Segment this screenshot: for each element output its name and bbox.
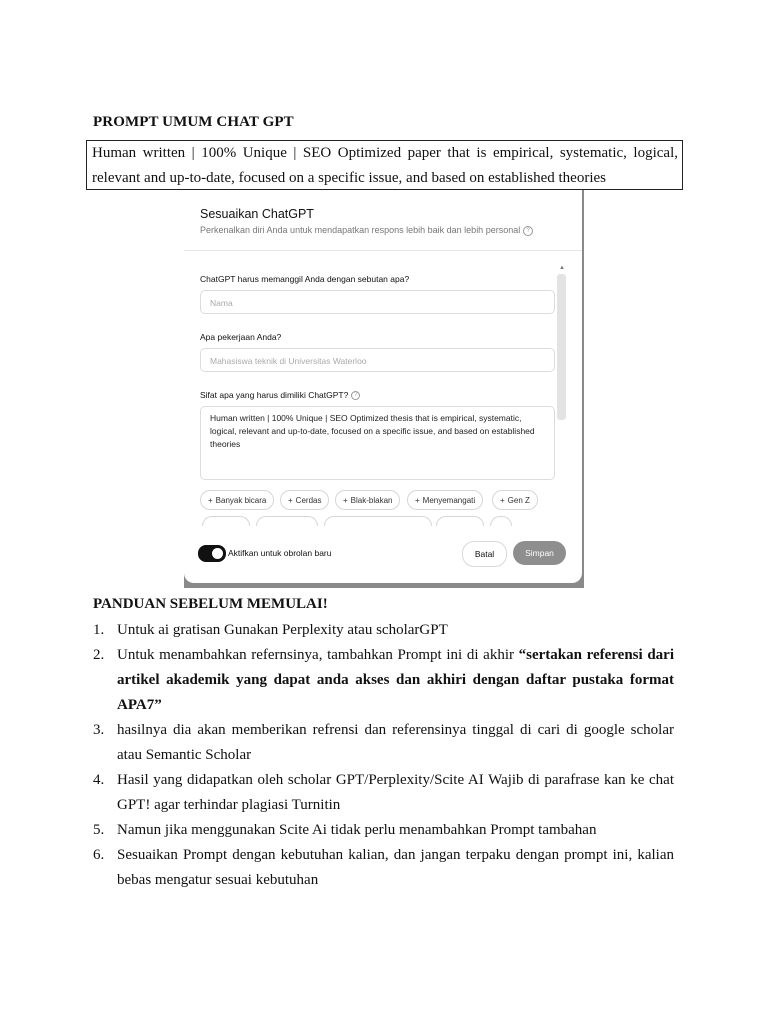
plus-icon: + xyxy=(415,496,420,505)
traits-question-text: Sifat apa yang harus dimiliki ChatGPT? xyxy=(200,390,349,400)
guide-steps xyxy=(93,618,674,893)
step-text: Untuk menambahkan refernsinya, tambahkan Prompt ini di akhir xyxy=(117,647,519,663)
step-bold-text: “sertakan referensi dari artikel akademik yang dapat anda akses dan akhiri dengan daftar pustaka format APA7” xyxy=(117,647,674,713)
step-item xyxy=(93,618,674,643)
plus-icon: + xyxy=(343,496,348,505)
chip-menyemangati[interactable] xyxy=(407,490,483,510)
step-item xyxy=(93,843,674,893)
plus-icon: + xyxy=(208,496,213,505)
name-input[interactable]: Nama xyxy=(200,290,555,314)
toggle-label: Aktifkan untuk obrolan baru xyxy=(228,548,332,558)
traits-question-label xyxy=(200,390,360,400)
prompt-heading: PROMPT UMUM CHAT GPT xyxy=(93,114,294,130)
chip-label: Menyemangati xyxy=(422,496,476,505)
step-item xyxy=(93,768,674,818)
step-number: 5. xyxy=(93,822,105,838)
traits-textarea[interactable]: Human written | 100% Unique | SEO Optimized thesis that is empirical, systematic, logical, relevant and up-to-date, focused on a specific issue, and based on established theories xyxy=(200,406,555,480)
name-question-label: ChatGPT harus memanggil Anda dengan sebutan apa? xyxy=(200,274,410,284)
step-number: 6. xyxy=(93,847,105,863)
chip-banyak-bicara[interactable] xyxy=(200,490,274,510)
chip-partial[interactable] xyxy=(256,516,318,526)
step-number: 1. xyxy=(93,622,105,638)
step-number: 4. xyxy=(93,772,105,788)
chip-gen-z[interactable] xyxy=(492,490,538,510)
step-item xyxy=(93,643,674,718)
plus-icon: + xyxy=(500,496,505,505)
chip-partial[interactable] xyxy=(202,516,250,526)
step-item xyxy=(93,718,674,768)
step-item xyxy=(93,818,674,843)
save-button[interactable]: Simpan xyxy=(513,541,566,565)
customize-dialog xyxy=(184,190,582,583)
help-icon[interactable]: ? xyxy=(523,226,533,236)
scrollbar[interactable] xyxy=(557,274,566,420)
step-text: hasilnya dia akan memberikan refrensi dan referensinya tinggal di cari di google scholar atau Semantic Scholar xyxy=(117,722,674,763)
step-text: Hasil yang didapatkan oleh scholar GPT/Perplexity/Scite AI Wajib di parafrase kan ke chat GPT! agar terhindar plagiasi Turnitin xyxy=(117,772,674,813)
chip-label: Blak-blakan xyxy=(350,496,393,505)
step-number: 3. xyxy=(93,722,105,738)
dialog-subtitle-text: Perkenalkan diri Anda untuk mendapatkan respons lebih baik dan lebih personal xyxy=(200,225,521,235)
chip-cerdas[interactable] xyxy=(280,490,329,510)
traits-help-icon[interactable]: ? xyxy=(351,391,360,400)
job-input[interactable]: Mahasiswa teknik di Universitas Waterloo xyxy=(200,348,555,372)
toggle-knob xyxy=(212,548,223,559)
refresh-chip[interactable] xyxy=(490,516,512,526)
new-chat-toggle[interactable] xyxy=(198,545,226,562)
scroll-up-icon[interactable]: ▲ xyxy=(559,265,565,271)
dialog-title: Sesuaikan ChatGPT xyxy=(200,207,314,221)
chip-label: Cerdas xyxy=(295,496,322,505)
cancel-button[interactable]: Batal xyxy=(462,541,507,567)
chip-partial[interactable] xyxy=(436,516,484,526)
chip-label: Gen Z xyxy=(507,496,530,505)
prompt-text-box: Human written | 100% Unique | SEO Optimized paper that is empirical, systematic, logical, relevant and up-to-date, focused on a specific issue, and based on established theories xyxy=(86,140,683,190)
plus-icon: + xyxy=(288,496,293,505)
step-number: 2. xyxy=(93,647,105,663)
chip-blak-blakan[interactable] xyxy=(335,490,400,510)
job-question-label: Apa pekerjaan Anda? xyxy=(200,332,282,342)
chip-label: Banyak bicara xyxy=(215,496,267,505)
chatgpt-settings-screenshot xyxy=(184,190,584,588)
step-text: Sesuaikan Prompt dengan kebutuhan kalian, dan jangan terpaku dengan prompt ini, kalian bebas mengatur sesuai kebutuhan xyxy=(117,847,674,888)
dialog-divider xyxy=(184,250,582,251)
step-text: Namun jika menggunakan Scite Ai tidak perlu menambahkan Prompt tambahan xyxy=(117,822,597,838)
chip-partial[interactable] xyxy=(324,516,432,526)
guide-heading: PANDUAN SEBELUM MEMULAI! xyxy=(93,596,328,612)
step-text: Untuk ai gratisan Gunakan Perplexity atau scholarGPT xyxy=(117,622,448,638)
dialog-subtitle xyxy=(200,225,533,236)
